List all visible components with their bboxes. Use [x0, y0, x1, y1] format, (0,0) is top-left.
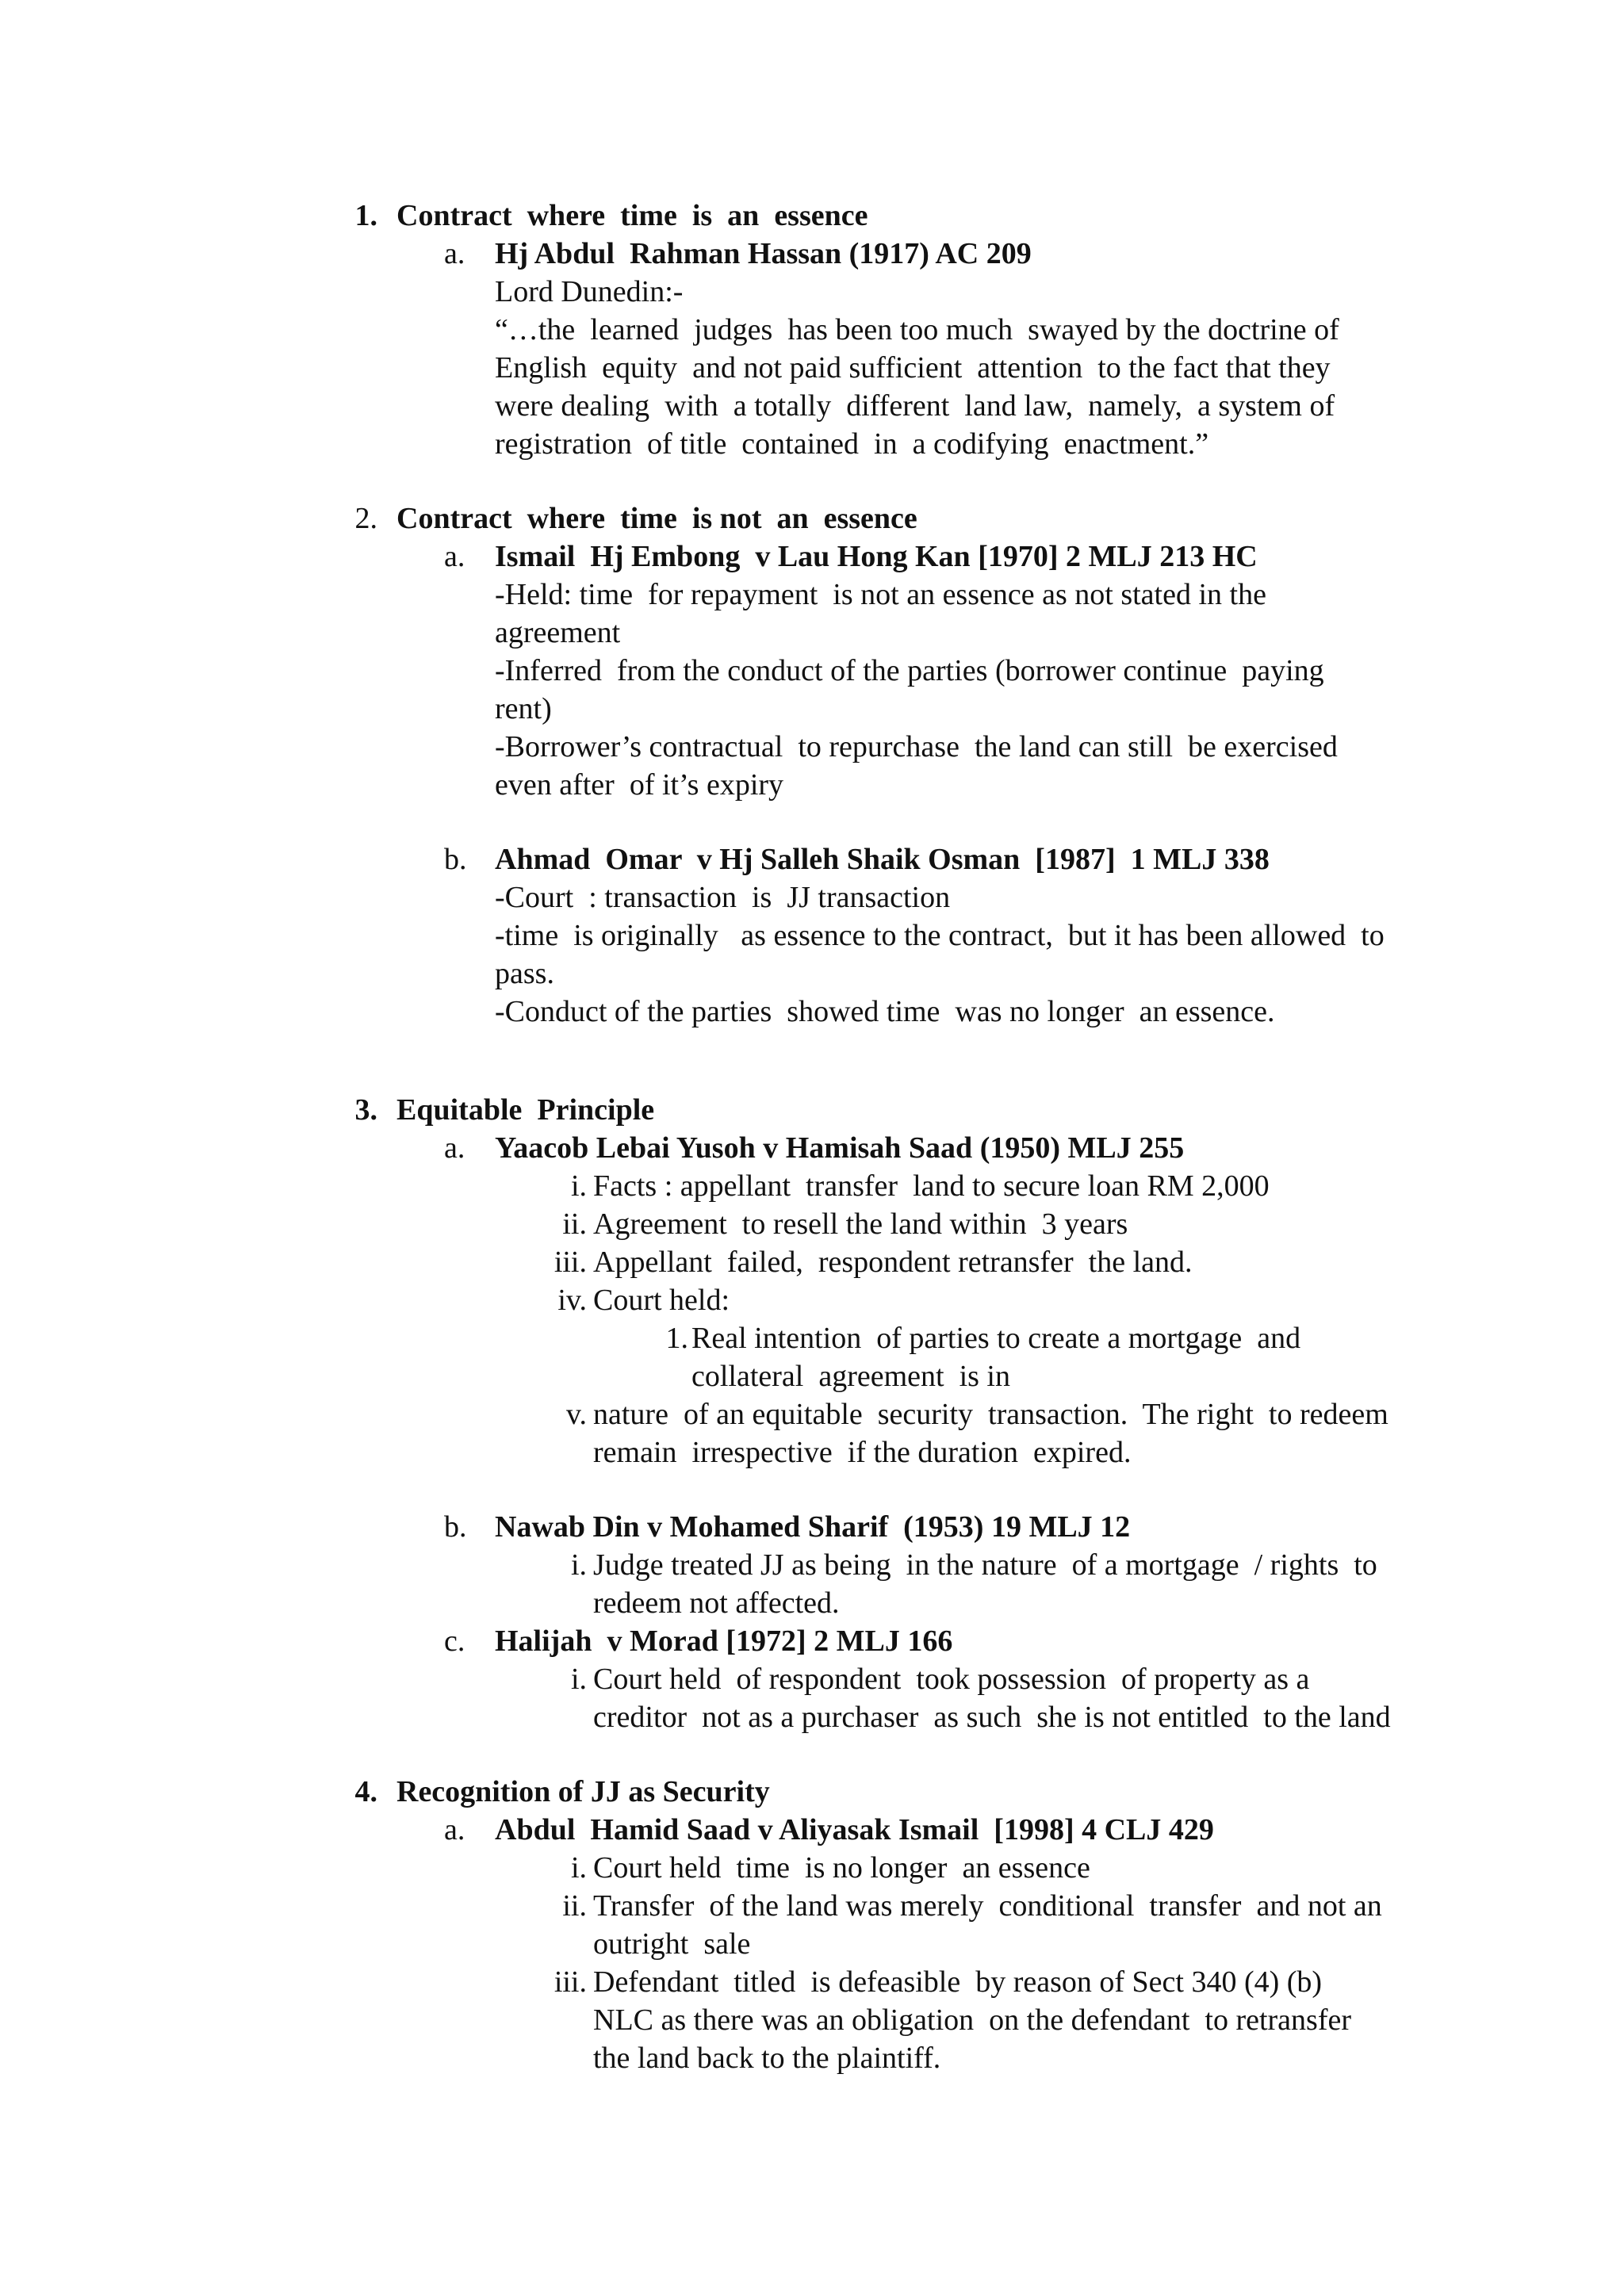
case-text-line: -Conduct of the parties showed time was no longer an essence.	[495, 995, 1275, 1028]
item-text-line: Court held time is no longer an essence	[593, 1851, 1090, 1885]
item-number: i.	[570, 1548, 587, 1582]
subitem-number: 1.	[665, 1322, 688, 1355]
case-name: Ismail Hj Embong v Lau Hong Kan [1970] 2 MLJ 213 HC	[495, 540, 1258, 573]
case-text-line: agreement	[495, 616, 621, 649]
case-text-line: -Held: time for repayment is not an essence as not stated in the	[495, 578, 1266, 611]
item-number: iii.	[553, 1246, 587, 1279]
case-text-line: -Borrower’s contractual to repurchase the land can still be exercised	[495, 730, 1338, 763]
case-letter: b.	[444, 843, 467, 876]
section-title: Contract where time is not an essence	[396, 502, 917, 535]
case-text-line: pass.	[495, 957, 554, 990]
case-letter: a.	[444, 1131, 465, 1165]
case-name: Yaacob Lebai Yusoh v Hamisah Saad (1950) MLJ 255	[495, 1131, 1185, 1165]
item-text-line: Defendant titled is defeasible by reason of Sect 340 (4) (b)	[593, 1965, 1323, 1999]
section-title: Contract where time is an essence	[396, 199, 868, 232]
case-letter: c.	[444, 1624, 465, 1658]
item-number: i.	[570, 1851, 587, 1885]
case-text-line: -Court : transaction is JJ transaction	[495, 881, 951, 914]
item-number: iv.	[557, 1284, 587, 1317]
item-text-line: creditor not as a purchaser as such she is not entitled to the land	[593, 1701, 1391, 1734]
case-text-line: -Inferred from the conduct of the parties (borrower continue paying	[495, 654, 1324, 687]
item-text-line: Transfer of the land was merely conditional transfer and not an	[593, 1889, 1382, 1923]
case-letter: a.	[444, 237, 465, 270]
case-text-line: rent)	[495, 692, 552, 725]
case-name: Hj Abdul Rahman Hassan (1917) AC 209	[495, 237, 1032, 270]
case-text-line: “…the learned judges has been too much swayed by the doctrine of	[495, 313, 1339, 346]
section-number: 4.	[354, 1775, 377, 1808]
item-text-line: Agreement to resell the land within 3 years	[593, 1207, 1128, 1241]
section-title: Equitable Principle	[396, 1093, 655, 1127]
item-text-line: nature of an equitable security transaction. The right to redeem	[593, 1398, 1388, 1431]
item-text-line: NLC as there was an obligation on the defendant to retransfer	[593, 2003, 1352, 2037]
case-text-line: were dealing with a totally different land law, namely, a system of	[495, 389, 1335, 423]
item-text-line: Court held:	[593, 1284, 730, 1317]
item-text-line: Court held of respondent took possession of property as a	[593, 1663, 1310, 1696]
case-name: Abdul Hamid Saad v Aliyasak Ismail [1998] 4 CLJ 429	[495, 1813, 1214, 1846]
case-letter: b.	[444, 1510, 467, 1544]
item-number: i.	[570, 1663, 587, 1696]
item-number: ii.	[562, 1207, 587, 1241]
item-number: v.	[565, 1398, 587, 1431]
section-number: 3.	[354, 1093, 377, 1127]
subitem-text-line: Real intention of parties to create a mortgage and	[691, 1322, 1301, 1355]
case-name: Ahmad Omar v Hj Salleh Shaik Osman [1987] 1 MLJ 338	[495, 843, 1270, 876]
item-number: i.	[570, 1169, 587, 1203]
section-number: 1.	[354, 199, 377, 232]
section-title: Recognition of JJ as Security	[396, 1775, 770, 1808]
item-text-line: outright sale	[593, 1927, 751, 1961]
case-letter: a.	[444, 1813, 465, 1846]
item-text-line: remain irrespective if the duration expired.	[593, 1436, 1132, 1469]
case-text-line: -time is originally as essence to the contract, but it has been allowed to	[495, 919, 1385, 952]
item-number: ii.	[562, 1889, 587, 1923]
case-name: Halijah v Morad [1972] 2 MLJ 166	[495, 1624, 953, 1658]
item-text-line: redeem not affected.	[593, 1586, 840, 1620]
case-name: Nawab Din v Mohamed Sharif (1953) 19 MLJ 12	[495, 1510, 1131, 1544]
item-text-line: Judge treated JJ as being in the nature of a mortgage / rights to	[593, 1548, 1377, 1582]
item-text-line: Appellant failed, respondent retransfer the land.	[593, 1246, 1193, 1279]
case-text-line: Lord Dunedin:-	[495, 275, 684, 308]
item-text-line: Facts : appellant transfer land to secure loan RM 2,000	[593, 1169, 1270, 1203]
item-text-line: the land back to the plaintiff.	[593, 2042, 941, 2075]
case-letter: a.	[444, 540, 465, 573]
case-text-line: even after of it’s expiry	[495, 768, 784, 802]
case-text-line: registration of title contained in a codifying enactment.”	[495, 427, 1209, 461]
case-text-line: English equity and not paid sufficient attention to the fact that they	[495, 351, 1331, 385]
section-number: 2.	[354, 502, 377, 535]
item-number: iii.	[553, 1965, 587, 1999]
subitem-text-line: collateral agreement is in	[691, 1360, 1010, 1393]
